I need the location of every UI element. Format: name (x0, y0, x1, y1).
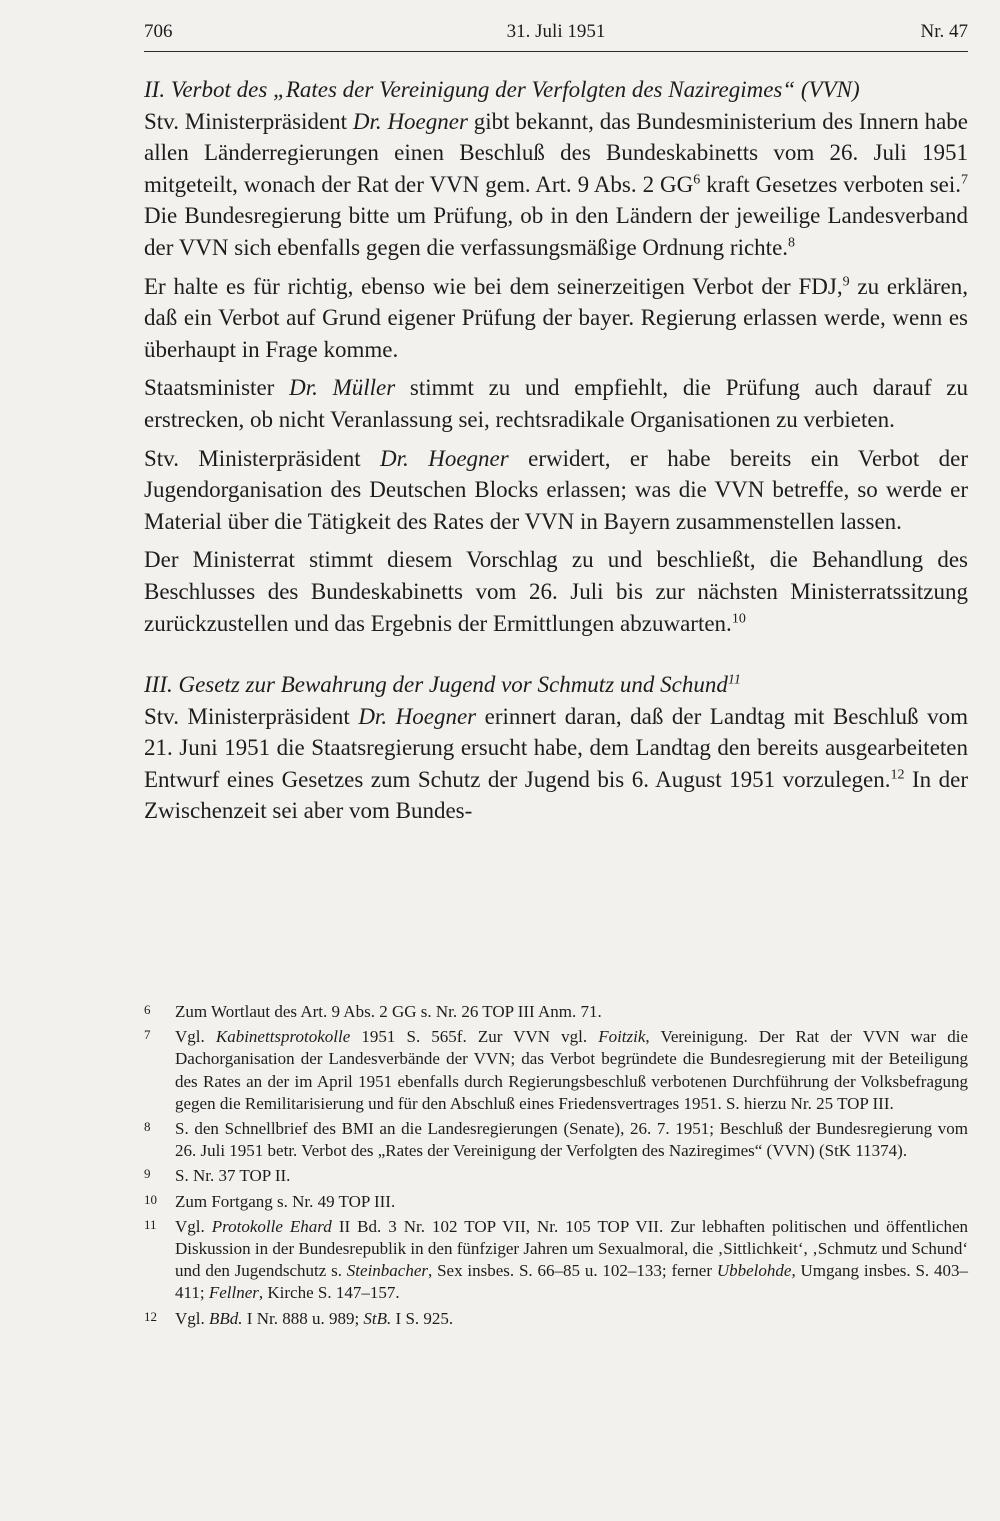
issue-number: Nr. 47 (920, 21, 968, 42)
footnote (144, 1165, 968, 1187)
text-run: erwidert, er habe bereits ein Verbot der Jugendorganisation des Deutschen Blocks erlassen; was die VVN betreffe, so werde er Material über die Tätigkeit des Rates der VVN in Bayern zusammenstellen lassen. (144, 445, 968, 534)
section-heading-iii (144, 669, 968, 701)
person-name: Dr. Hoegner (380, 445, 509, 471)
text-run: zu erklären, daß ein Verbot auf Grund eigener Prüfung der bayer. Regierung erlassen werde, wenn es überhaupt in Frage komme. (144, 273, 968, 362)
paragraph (144, 443, 968, 538)
footnote-ref[interactable]: 6 (693, 172, 701, 188)
footnote-number: 6 (144, 1002, 151, 1017)
running-header (144, 18, 968, 50)
paragraph (144, 701, 968, 827)
text-run: gibt bekannt, das Bundesministerium des Innern habe allen Länderregierungen einen Beschluß des Bundeskabinetts vom 26. Juli 1951 mitgeteilt, wonach der Rat der VVN gem. Art. 9 Abs. 2 GG (144, 108, 969, 197)
footnote-number: 7 (144, 1027, 151, 1043)
footnote-ref[interactable]: 10 (731, 610, 746, 626)
paragraph (144, 271, 968, 366)
footnotes (144, 1001, 968, 1333)
text-run: stimmt zu und empfiehlt, die Prüfung auch darauf zu erstrecken, ob nicht Veranlassung sei, rechtsradikale Organisationen zu verbieten. (144, 375, 968, 432)
footnote-ref[interactable]: 8 (788, 235, 796, 251)
citation-title: BBd. (209, 1308, 243, 1328)
footnote-text: , Vereinigung. Der Rat der VVN war die Dachorganisation der Landesverbände der VVN; das Verbot begründete die Bundesregierung mit der Beteiligung des Rates an der im April 1951 ebenfalls durch Regierungsbeschluß verbotenen Durchführung der Volksbefragung gegen die Remilitarisierung und für den Abschluß eines Friedensvertrages 1951. S. hierzu Nr. 25 TOP III. (175, 1027, 968, 1113)
paragraph (144, 106, 968, 264)
footnote-text: Vgl. (175, 1308, 209, 1328)
citation-title: Ubbelohde (716, 1261, 792, 1281)
footnote-text: Zum Wortlaut des Art. 9 Abs. 2 GG s. Nr. 26 TOP III Anm. 71. (175, 1002, 602, 1021)
text-run: In der Zwischenzeit sei aber vom Bundes- (144, 766, 968, 824)
footnote (144, 1026, 968, 1115)
footnote-number: 8 (144, 1119, 151, 1135)
footnote-text: I S. 925. (391, 1308, 454, 1328)
footnote-text: Zum Fortgang s. Nr. 49 TOP III. (175, 1191, 396, 1211)
header-date: 31. Juli 1951 (506, 21, 606, 42)
text-run: Der Ministerrat stimmt diesem Vorschlag zu und beschließt, die Behandlung des Beschlusses des Bundeskabinetts vom 26. Juli bis zur nächsten Ministerratssitzung zurückzustellen und das Ergebnis der Ermittlungen abzuwarten. (144, 547, 968, 636)
text-run: erinnert daran, daß der Landtag mit Beschluß vom 21. Juni 1951 die Staatsregierung ersucht habe, dem Landtag den bereits ausgearbeiteten Entwurf eines Gesetzes zum Schutz der Jugend bis 6. August 1951 vorzulegen. (144, 703, 968, 792)
footnote-ref[interactable]: 9 (842, 273, 850, 289)
footnote (144, 1118, 968, 1162)
footnote-text: Vgl. (175, 1027, 216, 1047)
citation-title: Foitzik (598, 1027, 646, 1047)
citation-title: Protokolle Ehard (211, 1216, 332, 1236)
text-run: kraft Gesetzes verboten sei. (700, 171, 962, 197)
citation-title: Fellner (208, 1283, 259, 1303)
footnote-text: , Sex insbes. S. 66–85 u. 102–133; ferner (428, 1261, 717, 1281)
footnote (144, 1308, 968, 1330)
person-name: Dr. Müller (289, 375, 396, 401)
footnote-text: , Umgang insbes. S. 403–411; (175, 1261, 968, 1303)
citation-title: Steinbacher (346, 1261, 428, 1281)
header-rule (144, 51, 968, 52)
page-number: 706 (144, 21, 173, 42)
footnote-text: Vgl. (175, 1216, 212, 1236)
footnote-ref[interactable]: 7 (961, 172, 969, 188)
text-run: Stv. Ministerpräsident (144, 108, 353, 134)
footnote-text: S. den Schnellbrief des BMI an die Landesregierungen (Senate), 26. 7. 1951; Beschluß der Bundesregierung vom 26. Juli 1951 betr. Verbot des „Rates der Vereinigung der Verfolgten des Naziregimes“ (VVN) (StK 11374). (175, 1119, 968, 1161)
citation-title: Kabinettsprotokolle (215, 1027, 351, 1047)
heading-text: III. Gesetz zur Bewahrung der Jugend vor Schmutz und Schund (144, 672, 728, 698)
footnote-number: 12 (144, 1308, 157, 1324)
footnote (144, 1216, 968, 1305)
text-run: Er halte es für richtig, ebenso wie bei dem seinerzeitigen Verbot der FDJ, (144, 273, 843, 299)
footnote-text: 1951 S. 565f. Zur VVN vgl. (350, 1027, 599, 1047)
footnote-text: II Bd. 3 Nr. 102 TOP VII, Nr. 105 TOP VII. Zur lebhaften politischen und öffentlichen Diskussion in der Bundesrepublik in den fünfziger Jahren um Sexualmoral, die ‚Sittlichkeit‘, ‚Schmutz und Schund‘ und den Jugendschutz s. (175, 1216, 969, 1281)
person-name: Dr. Hoegner (358, 703, 477, 729)
footnote (144, 1191, 968, 1213)
person-name: Dr. Hoegner (352, 108, 468, 134)
footnote-number: 11 (144, 1216, 157, 1232)
section-gap (144, 639, 968, 669)
footnote (144, 1001, 968, 1023)
footnote-text: , Kirche S. 147–157. (258, 1283, 400, 1303)
text-run: Die Bundesregierung bitte um Prüfung, ob in den Ländern der jeweilige Landesverband der VVN sich ebenfalls gegen die verfassungsmäßige Ordnung richte. (144, 203, 968, 260)
footnote-text: S. Nr. 37 TOP II. (175, 1166, 291, 1186)
text-run: Stv. Ministerpräsident (144, 703, 359, 729)
paragraph (144, 372, 968, 435)
paragraph (144, 544, 968, 639)
footnote-number: 10 (144, 1191, 157, 1207)
main-text (144, 74, 968, 827)
text-run: Staatsminister (144, 375, 290, 401)
footnote-number: 9 (144, 1166, 151, 1182)
citation-title: StB. (363, 1308, 392, 1328)
footnote-ref[interactable]: 11 (727, 672, 741, 688)
section-heading-ii: II. Verbot des „Rates der Vereinigung der Verfolgten des Naziregimes“ (VVN) (144, 77, 860, 102)
footnote-text: I Nr. 888 u. 989; (242, 1308, 364, 1328)
footnote-ref[interactable]: 12 (890, 767, 905, 783)
text-run: Stv. Ministerpräsident (144, 445, 381, 471)
